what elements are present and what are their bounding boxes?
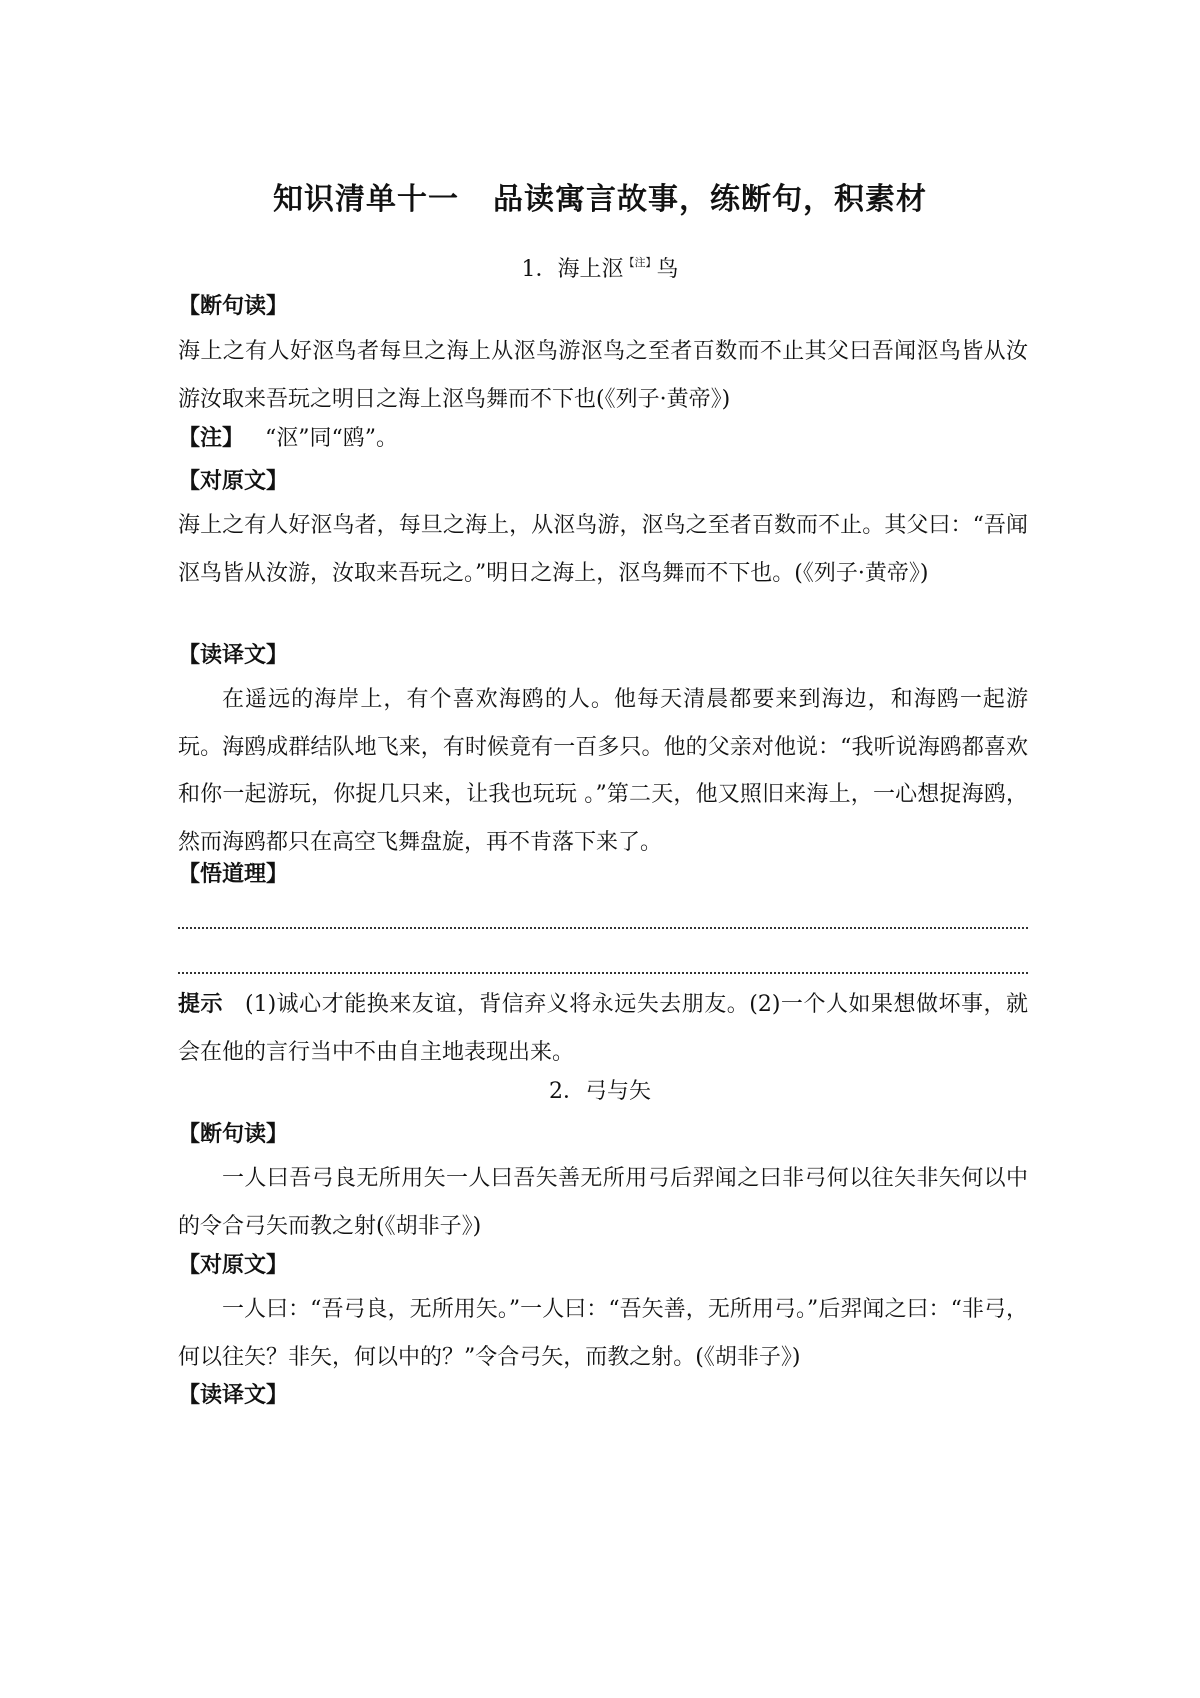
story2-duanjudu-text: 一人曰吾弓良无所用矢一人曰吾矢善无所用弓后羿闻之曰非弓何以往矢非矢何以中的令合弓矢而教之射(《胡非子》) — [178, 1166, 1028, 1239]
story1-hint — [178, 981, 1028, 1076]
story2-duiyuanwen-text: 一人曰：“吾弓良，无所用矢。”一人曰：“吾矢善，无所用弓。”后羿闻之曰：“非弓，何以往矢？非矢，何以中的？”令合弓矢，而教之射。(《胡非子》) — [178, 1297, 1028, 1370]
title-part-2: 品读寓言故事，练断句，积素材 — [493, 182, 927, 217]
story1-heading-pre: 海上沤 — [557, 257, 624, 282]
title-part-1: 知识清单十一 — [273, 182, 459, 217]
story1-wudaoli-label: 【悟道理】 — [178, 862, 289, 887]
answer-line-2 — [178, 972, 1028, 974]
story1-duyiwen-label: 【读译文】 — [178, 643, 289, 668]
story1-duyiwen-text: 在遥远的海岸上，有个喜欢海鸥的人。他每天清晨都要来到海边，和海鸥一起游玩。海鸥成群结队地飞来，有时候竟有一百多只。他的父亲对他说：“我听说海鸥都喜欢和你一起游玩，你捉几只来，让我也玩玩 。”第二天，他又照旧来海上，一心想捉海鸥，然而海鸥都只在高空飞舞盘旋，再不肯落下来了。 — [178, 687, 1028, 855]
story2-heading: 2．弓与矢 — [549, 1079, 651, 1104]
story1-duiyuanwen-text: 海上之有人好沤鸟者，每旦之海上，从沤鸟游，沤鸟之至者百数而不止。其父曰：“吾闻沤鸟皆从汝游，汝取来吾玩之。”明日之海上，沤鸟舞而不下也。(《列子·黄帝》) — [178, 513, 1028, 586]
story1-duanjudu-label: 【断句读】 — [178, 294, 289, 319]
answer-line-1 — [178, 927, 1028, 929]
story1-duanjudu-text: 海上之有人好沤鸟者每旦之海上从沤鸟游沤鸟之至者百数而不止其父曰吾闻沤鸟皆从汝游汝取来吾玩之明日之海上沤鸟舞而不下也(《列子·黄帝》) — [178, 339, 1028, 412]
story1-hint-label: 提示 — [178, 992, 224, 1017]
story2-duyiwen-label: 【读译文】 — [178, 1383, 289, 1408]
story1-heading-note-mark: 【注】 — [623, 256, 657, 269]
page-title — [0, 180, 1200, 220]
story1-duiyuanwen-label: 【对原文】 — [178, 469, 289, 494]
story1-note — [178, 424, 398, 454]
story1-heading-post: 鸟 — [656, 257, 679, 282]
story2-duanjudu-label: 【断句读】 — [178, 1122, 289, 1147]
story1-heading — [0, 248, 1200, 285]
story1-note-text: “沤”同“鸥”。 — [265, 426, 399, 451]
story1-note-label: 【注】 — [178, 426, 245, 451]
story1-heading-number: 1． — [521, 257, 558, 282]
story2-duiyuanwen-label: 【对原文】 — [178, 1253, 289, 1278]
story1-hint-text: (1)诚心才能换来友谊，背信弃义将永远失去朋友。(2)一个人如果想做坏事，就会在他的言行当中不由自主地表现出来。 — [178, 992, 1028, 1065]
